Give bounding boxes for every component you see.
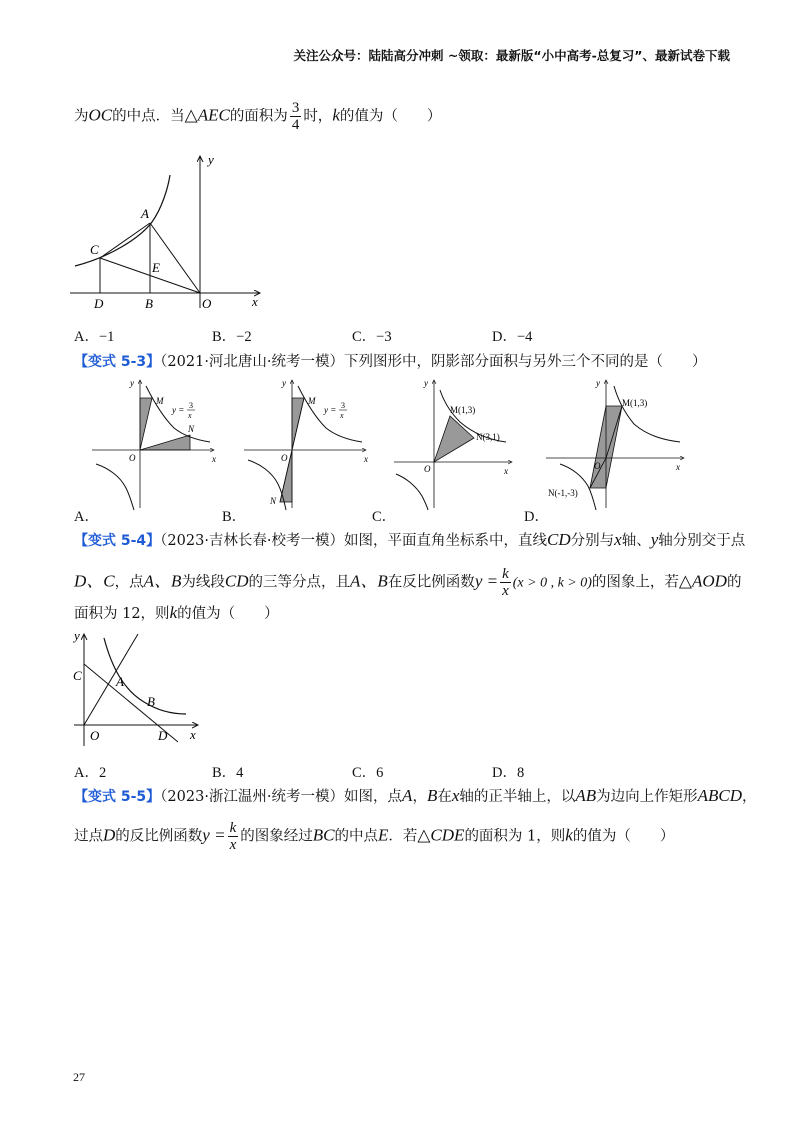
label-O: O: [90, 728, 100, 743]
choice-c: C．6: [352, 765, 384, 781]
label-M: M: [156, 396, 164, 406]
choice-d: D．: [524, 509, 549, 525]
choice-a: A．: [74, 509, 99, 525]
question-5-4-line3: 面积为 12，则k的值为（ ）: [74, 603, 279, 622]
equation: y =: [324, 405, 337, 415]
label-B: B: [147, 694, 155, 709]
label-M: M(1,3): [450, 405, 476, 415]
question-tag: 【变式 5-3】: [74, 354, 161, 370]
figure-prev: [70, 150, 270, 310]
label-O: O: [129, 453, 136, 463]
question-tag: 【变式 5-5】: [74, 789, 161, 805]
label-B: B: [145, 296, 153, 310]
label-y: y: [74, 628, 80, 643]
label-C: C: [90, 242, 99, 257]
label-x: x: [212, 454, 216, 464]
question-prev-stem: 为OC的中点．当△AEC的面积为 $\frac{3}{4}$ 时，k的值为（ ）: [74, 100, 442, 133]
figure-5-3-b: [244, 376, 374, 511]
figure-5-4: [70, 628, 210, 748]
page-number: 27: [73, 1070, 85, 1084]
figure-5-3-d: [546, 376, 691, 511]
question-5-3-stem: 【变式 5-3】（2021·河北唐山·统考一模）下列图形中，阴影部分面积与另外三个不同的是（ ）: [74, 354, 707, 370]
label-O: O: [424, 464, 431, 474]
label-A: A: [141, 206, 149, 221]
choice-b: B．: [222, 509, 247, 525]
label-x: x: [504, 466, 508, 476]
figure-5-3-a: [92, 376, 222, 511]
equation: y =: [172, 405, 185, 415]
fraction: $\frac{k}{x}$: [502, 566, 509, 599]
choice-d: D．8: [492, 765, 525, 781]
label-M: M(1,3): [622, 398, 648, 408]
label-N: N(-1,-3): [548, 488, 578, 498]
label-O: O: [281, 453, 288, 463]
label-M: M: [308, 396, 316, 406]
label-x: x: [190, 727, 196, 742]
choice-c: C．: [372, 509, 397, 525]
question-5-4-line2: D、C，点A、B为线段CD的三等分点，且A、B在反比例函数y = $\frac{k}{x}$ (x > 0 , k > 0)的图象上，若△AOD的: [74, 566, 742, 599]
label-N: N: [270, 496, 277, 506]
label-x: x: [364, 454, 368, 464]
label-y: y: [130, 378, 134, 388]
question-5-5-line1: 【变式 5-5】（2023·浙江温州·统考一模）如图，点A，B在x轴的正半轴上，以AB为边向上作矩形ABCD，: [74, 786, 757, 805]
label-D: D: [94, 296, 104, 310]
label-N: N(3,1): [476, 432, 500, 442]
fraction-num: 3: [341, 401, 345, 410]
fraction-den: x: [340, 411, 344, 420]
label-C: C: [73, 668, 82, 683]
label-y: y: [208, 152, 214, 167]
label-O: O: [202, 296, 212, 310]
question-5-5-line2: 过点D的反比例函数y = $\frac{k}{x}$ 的图象经过BC的中点E．若△CDE的面积为 1，则k的值为（ ）: [74, 820, 675, 853]
label-O: O: [594, 461, 601, 471]
choice-b: B．−2: [212, 329, 252, 345]
label-x: x: [676, 462, 680, 472]
question-tag: 【变式 5-4】: [74, 533, 161, 549]
fraction: $\frac{3}{4}$: [291, 100, 300, 133]
choice-c: C．−3: [352, 329, 392, 345]
fraction: $\frac{k}{x}$: [229, 820, 237, 853]
label-E: E: [152, 260, 160, 275]
label-N: N: [188, 424, 195, 434]
label-y: y: [282, 378, 286, 388]
figure-5-3-c: [394, 376, 519, 511]
fraction-den: x: [188, 411, 192, 420]
label-D: D: [158, 728, 168, 743]
choice-b: B．4: [212, 765, 244, 781]
fraction-num: 3: [189, 401, 193, 410]
choice-d: D．−4: [492, 329, 533, 345]
page-header: 关注公众号：陆陆高分冲刺 ~领取：最新版“小中高考-总复习”、最新试卷下载: [293, 48, 730, 63]
label-y: y: [424, 378, 428, 388]
label-x: x: [252, 294, 258, 309]
choice-a: A．2: [74, 765, 107, 781]
label-A: A: [116, 674, 124, 689]
choice-a: A．−1: [74, 329, 115, 345]
label-y: y: [596, 378, 600, 388]
question-5-4-line1: 【变式 5-4】（2023·吉林长春·校考一模）如图，平面直角坐标系中，直线CD分别与x轴、y轴分别交于点: [74, 530, 746, 549]
